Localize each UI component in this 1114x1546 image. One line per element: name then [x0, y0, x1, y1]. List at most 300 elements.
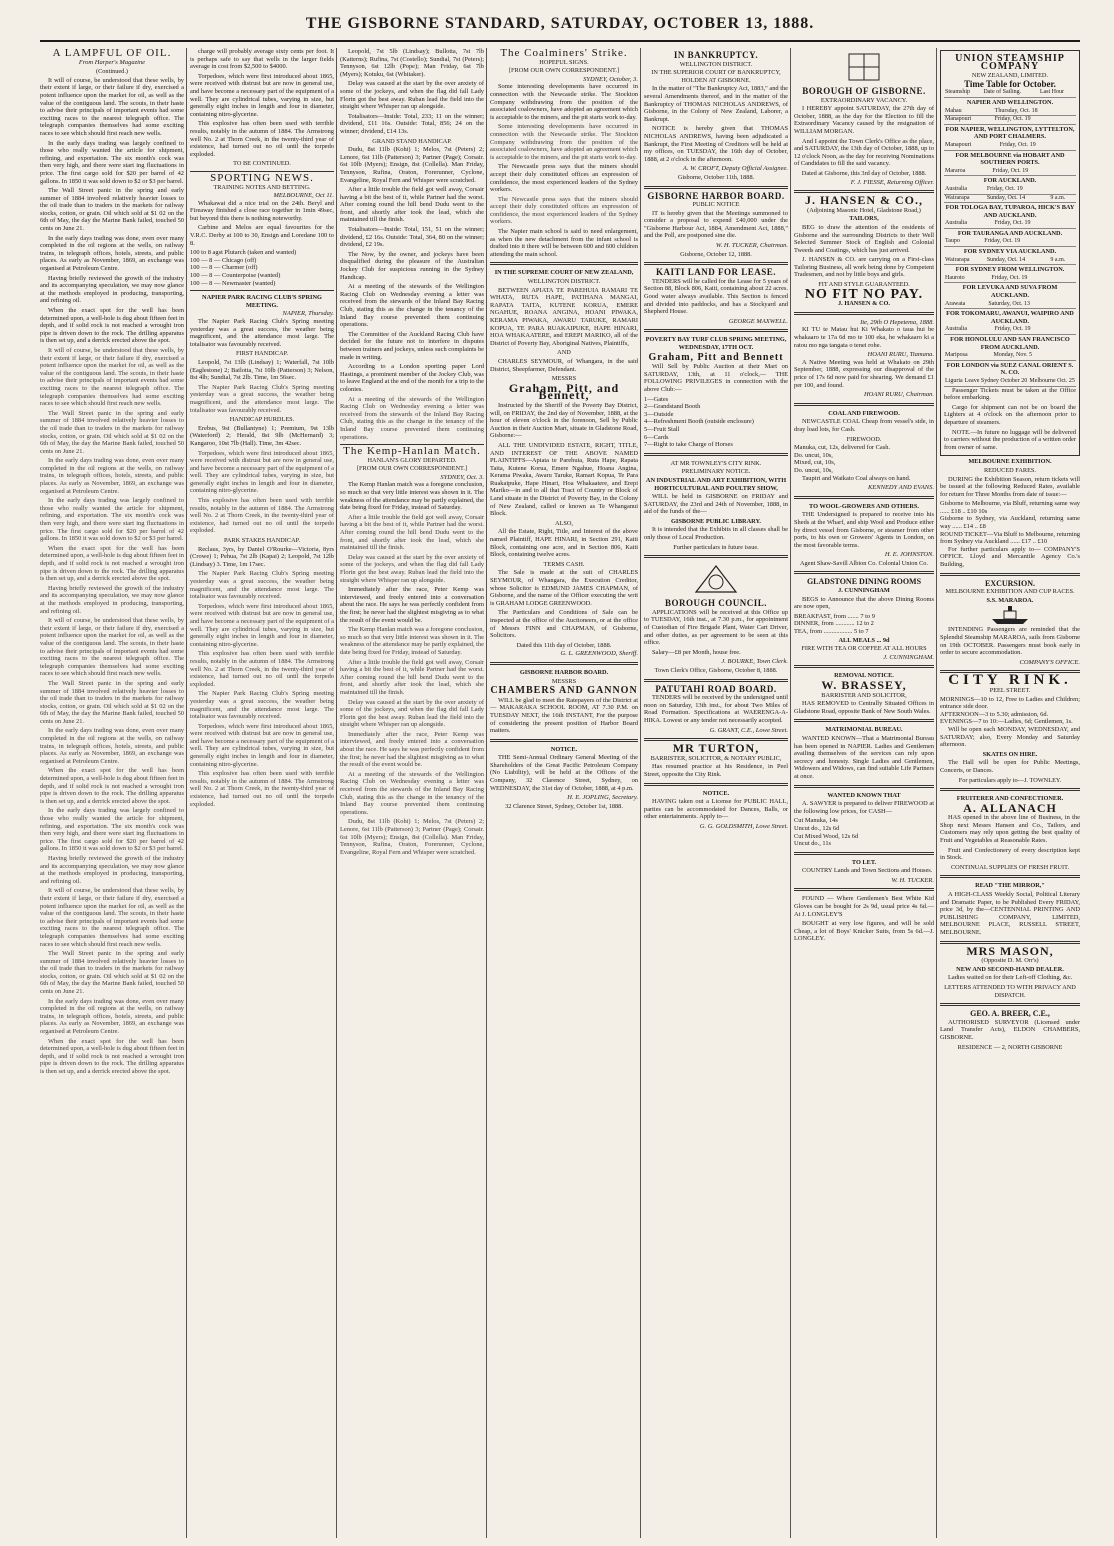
column-6: [794, 48, 934, 1538]
route-list: [944, 99, 1076, 387]
signature: W. H. TUCKER, Chairman.: [715, 242, 788, 250]
excursion-sub: MELBOURNE EXHIBITION AND CUP RACES.: [945, 588, 1075, 596]
table-cell: Australia: [944, 220, 994, 228]
sporting-heading: SPORTING NEWS.: [210, 171, 314, 184]
route-title: NAPIER AND WELLINGTON.: [966, 98, 1054, 106]
table-cell: Sunday, Oct. 14: [986, 257, 1050, 265]
style-guarantee: FIT AND STYLE GUARANTEED.: [818, 281, 910, 289]
privilege-item: 5—Fruit Stall: [644, 425, 680, 433]
signature: KENNEDY AND EVANS.: [867, 484, 934, 492]
paragraph: This explosive has often been used with terrible results, notably in the autumn of 1884. The Armstrong well No. 2 at Thorn Creek, in the twenty-third year of existence, had turned out no oil until the torpedo exploded.: [190, 650, 334, 688]
paragraph: Whakawai did a nice trial on the 24th. Beryl and Fireaway finished a close race together in 1min 49sec, but beyond this there is nothing noteworthy.: [190, 199, 334, 222]
table-cell: [1072, 352, 1076, 360]
signature: W. H. TUCKER.: [891, 876, 934, 884]
bankruptcy-heading: IN BANKRUPTCY.: [673, 50, 759, 60]
mason-name: MRS MASON,: [966, 943, 1054, 958]
paragraph: The Napier main school is said to need enlargement, as when the new detachment from the infant school is drafted into it there will be between 600 and 600 children attending the main school.: [490, 228, 638, 258]
paragraph: DURING the Exhibition Season, return tickets will be issued at the following Reduced Rates, available for return for Three Months from date of issue:—: [940, 475, 1080, 498]
table-cell: Friday, Oct. 19: [994, 326, 1072, 334]
paragraph: It is intended that the Exhibits in all classes shall be only those of Local Production.: [644, 526, 788, 542]
column-7: [940, 48, 1080, 1538]
paragraph: The Sale is made at the suit of CHARLES SEYMOUR, of Whangara, the Execution Creditor, whose Solicitor is EDMUND JAMES CHAPMAN, of Gisborne, and the name of the Officer executing the writ is GRAHAM LODGE GREENWOOD.: [490, 569, 638, 607]
paragraph: In the matter of "The Bankruptcy Act, 1883," and the several Amendments thereof, and in the matter of the Bankruptcy of THOMAS NICHOLAS ANDREWS, of Gisborne, in the Colony of New Zealand, Laborer, a Bankrupt.: [644, 85, 788, 123]
also-label: ALSO,: [554, 519, 574, 527]
paragraph: TENDERS will be received by the undersigned until noon on Saturday, 13th inst., for about Two Miles of Road Formation. Specifications at WAERENGA-A-HIKA. Lowest or any tender not necessarily accepted.: [644, 694, 788, 724]
column-rule: [186, 48, 187, 1538]
table-cell: [1072, 168, 1076, 176]
paragraph: The Committee of the Auckland Racing Club have decided for the future not to interfere in disputes between trainers and jockeys, unless such complaints be made in writing.: [340, 330, 484, 361]
table-cell: Friday, Oct. 19: [994, 220, 1072, 228]
mason-title: NEW AND SECOND-HAND DEALER.: [956, 965, 1064, 973]
firm-prefix: MESSRS: [551, 677, 577, 685]
firewood-label: FIREWOOD.: [846, 435, 882, 443]
table-cell: Friday, Oct. 19: [986, 186, 1050, 194]
table-cell: [1072, 326, 1076, 334]
article-continued: (Continued.): [95, 68, 128, 76]
timetable-title: Time Table for October.: [964, 78, 1056, 89]
borough-heading: BOROUGH OF GISBORNE.: [802, 86, 926, 96]
table-cell: [1072, 108, 1076, 116]
and-label: AND: [557, 349, 571, 357]
paragraph: A Native Meeting was held at Whakato on 29th September, 1888, expressing our disapproval of the price of 17s 6d now paid for shearing. We demand £1 per 100, and found.: [794, 358, 934, 389]
excursion-heading: EXCURSION.: [984, 578, 1035, 588]
paragraph: Having briefly reviewed the growth of the industry and its accompanying speculation, we may now glance at the methods employed in producing, transporting, and refining oil.: [40, 854, 184, 885]
column-1: [40, 48, 184, 1538]
paragraph: After a little trouble the field got well away, Corsair having a bit the best of it, while Partner had the worst. After coming round the hill bend Dudu went to the front, and shortly after took the lead, which she maintained till the finish.: [340, 513, 484, 552]
route-title: FOR TOLOGA BAY, TUPAROA, HICK'S BAY AND AUCKLAND.: [945, 204, 1075, 219]
paragraph: A. SAWYER is prepared to deliver FIREWOOD at the following low prices, for CASH—: [794, 800, 934, 815]
article-heading: A LAMPFUL OF OIL.: [52, 48, 172, 59]
strike-heading: The Coalminers' Strike.: [500, 48, 628, 59]
paragraph: Salary—£8 per Month, house free.: [652, 648, 741, 656]
sporting-subheading: TRAINING NOTES AND BETTING.: [213, 183, 311, 191]
paragraph: When the exact spot for the well has been determined upon, a well-hole is dug about fifteen feet in depth, and if solid rock is not reached a wrought iron pipe is driven down to the rock. The drilling apparatus is then set up, and a derrick erected above the spot.: [40, 544, 184, 583]
mart-label: AT MR TOWNLEY'S CITY RINK.: [670, 459, 762, 467]
paragraph: NOTICE is hereby given that THOMAS NICHOLAS ANDREWS, having been adjudicated a Bankrupt, the First Meeting of Creditors will be held at my offices, on TUESDAY, the 16th day of October, 1888, at 2 o'clock in the afternoon.: [644, 125, 788, 163]
paragraph: FOUND — Where Gentlemen's Best White Kid Gloves can be bought for 2s 9d, usual price 4s 6d.—At J. LONGLEY'S: [794, 895, 934, 918]
public-notice: PUBLIC NOTICE: [692, 201, 740, 209]
privilege-item: 6—Cards: [644, 433, 669, 441]
table-cell: [1072, 142, 1076, 150]
paragraph: CHARLES SEYMOUR, of Whangara, in the said District, Sheepfarmer, Defendant.: [490, 357, 638, 373]
paragraph: When the exact spot for the well has been determined upon, a well-hole is dug about fifteen feet in depth, and if solid rock is not reached a wrought iron pipe is driven down to the rock. The drilling apparatus is then set up, and a derrick erected above the spot.: [40, 1037, 184, 1075]
paragraph: IT is hereby given that the Meetings summoned to consider a proposal to expend £40,000 under the "Gisborne Harbour Act, 1884, Amendment Act, 1888," and the Poll, are postponed sine die.: [644, 209, 788, 240]
signature: H. E. JOPLING, Secretary.: [567, 794, 638, 802]
meal-price: ALL MEALS ... 9d: [838, 636, 890, 644]
paragraph: This explosive has often been used with terrible results, notably in the autumn of 1884. The Armstrong well No. 2 at Thorn Creek, in the twenty-third year of existence, had turned out no oil until the torpedo exploded.: [190, 770, 334, 808]
price-line: Uncut do., 11s: [794, 840, 832, 848]
notice-date: Gisborne, October 12, 1888.: [680, 250, 752, 258]
paragraph: Taupiri and Waikato Coal always on hand.: [802, 474, 911, 482]
paragraph: And I appoint the Town Clerk's Office as the place, and SATURDAY, the 13th day of October, 1888, up to 12 o'clock Noon, as the day for receiving Nominations of Candidates to fill the said vacancy.: [794, 137, 934, 168]
paragraph: The Wall Street panic in the spring and early summer of 1884 involved relatively heavier losses to the oil trade than to traders in the markets for railway stocks, cotton, or grain. Oil which sold at $1 02 on the 6th of May, the day the Marine Bank failed, touched 50 cents on June 21.: [40, 950, 184, 996]
race-heading: HANDICAP HURDLES.: [229, 416, 295, 424]
table-row: [944, 142, 1076, 150]
paragraph: Has resumed practice at his Residence, in Peel Street, opposite the City Rink.: [644, 763, 788, 778]
signature: J. CUNNINGHAM.: [883, 653, 934, 661]
paragraph: Having briefly reviewed the growth of the industry and its accompanying speculation, we may now glance at the methods employed in producing, transporting, and refining oil.: [40, 584, 184, 615]
paragraph: The Napier Park Racing Club's Spring meeting yesterday was a great success, the weather being magnificent, and the attendance most large. The totalisator was favourably received.: [190, 318, 334, 348]
column-2: [190, 48, 334, 1538]
route-table: [944, 275, 1076, 284]
column-header: Last Hour: [1039, 89, 1076, 97]
paragraph: A HIGH-CLASS Weekly Social, Political Literary and Dramatic Paper, to be Published Every FRIDAY, price 3d, by the—CENTENNIAL PRINTING AND PUBLISHING COMPANY, LIMITED, MELBOURNE PLACE, RUSSELL STREET, MELBOURNE.: [940, 891, 1080, 936]
race-heading: FIRST HANDICAP.: [235, 350, 289, 358]
paragraph: According to a London sporting paper Lord Hastings, a prominent member of the Jockey Club, was to leave England at the end of the month for a trip to the colonies.: [340, 363, 484, 393]
table-cell: Mahau: [944, 108, 994, 116]
hansen-heading: J. HANSEN & CO.,: [804, 193, 923, 208]
privilege-item: 4—Refreshment Booth (outside enclosure): [644, 418, 754, 426]
paragraph: For further particulars apply to— COMPANY'S OFFICE. Lloyd and Mercantile Agency Co.'s Building,: [940, 545, 1080, 569]
privilege-item: 3—Outside: [644, 410, 674, 418]
paragraph: WANTED KNOWN—That a Matrimonial Bureau has been opened in NAPIER. Ladies and Gentlemen availing themselves of the services can rely upon secrecy and honesty. Single Ladies and Gentlemen, Widowers and Widows, can find suitable Life Partners at once.: [794, 734, 934, 780]
paragraph: All the Estate, Right, Title, and Interest of the above named Plaintiff, HAPE HINARI, in Section 291, Kaiti Block, containing one acre, and in Section 806, Kaiti Block, containing twelve acres.: [490, 528, 638, 559]
paragraph: Ladies waited on for their Left-off Clothing, &c.: [948, 974, 1073, 982]
table-cell: Mararoa: [944, 168, 991, 176]
route-table: [944, 301, 1076, 310]
paragraph: After a little trouble the field got well away, Corsair having a bit the best of it, while Partner had the worst. After coming round the hill bend Dudu went to the front, and shortly after took the lead, which she maintained till the finish.: [340, 658, 484, 696]
hansen-address: (Adjoining Masonic Hotel, Gladstone Road,): [807, 206, 921, 214]
race-heading: GRAND STAND HANDICAP.: [372, 137, 452, 145]
paragraph: Reclaus, 3yrs, by Daniel O'Rourke—Victoria, 8yrs (Crowe) 1; Pehua, 7st 2lb (Kapai) 2; Leopold, 7st 12lb (Lindsay) 3. Time, 1m 17sec.: [190, 545, 334, 568]
rink-hours: MORNINGS—10 to 12, Free to Ladies and Children; entrance side door.: [940, 695, 1080, 711]
rink-hours: EVENINGS—7 to 10:—Ladies, 6d; Gentlemen, 1s.: [940, 718, 1073, 726]
meal-line: TEA, from .................. 5 to 7: [794, 628, 869, 636]
paragraph: ALL THE UNDIVIDED ESTATE, RIGHT, TITLE, AND INTEREST OF THE ABOVE NAMED PLAINTIFFS—Apiata te Parehuia, Ruta Hape, Rapata Taita, Kutene Korua, Emere Ngahue, Hoana Angina, Kerama Piwaka, Awaru Taruke, Ramari Kopua, Te Para Ruakaipuke, Hape Hinari, Hoa Whakaatere, and Erepi Mariko—in and to all that Tract of Country or Block of Land situate in the District of Poverty Bay, in the Colony of New Zealand, called or known as Te Whanganui Block.: [490, 441, 638, 518]
paragraph: Some interesting developments have occurred in connection with the Newcastle strike. The Stockton Company withdrawing from the position of the associated coalowners, have adopted an agreement which is acceptable to the miners, and the pit starts work to-day.: [490, 83, 638, 121]
council-heading: BOROUGH COUNCIL.: [664, 598, 767, 609]
brassey-name: W. BRASSEY,: [821, 678, 907, 692]
tolet-heading: TO LET.: [851, 858, 877, 866]
betting-line: 100 — 8 — Newmaster (wanted): [190, 279, 276, 287]
paragraph: After a little trouble the field got well away, Corsair having a bit the best of it, while Partner had the worst. After coming round the hill bend Dudu went to the front, and shortly after took the lead, which she maintained till the finish.: [340, 186, 484, 224]
table-row: [944, 257, 1076, 265]
route-title: FOR LEVUKA AND SUVA FROM AUCKLAND.: [962, 284, 1058, 300]
table-cell: 9 a.m.: [1049, 257, 1076, 265]
paragraph: NOTE.—In future no luggage will be delivered to carriers without the production of a written order from owner of same.: [944, 428, 1076, 451]
table-cell: [1072, 116, 1076, 125]
notice-date: Dated at Gisborne, this 3rd day of October, 1888.: [801, 169, 927, 177]
agent: Agent Shaw-Savill Albion Co. Colonial Union Co.: [799, 559, 929, 567]
mirror-heading: READ "THE MIRROR,": [975, 882, 1045, 890]
article-source: From Harper's Magazine: [78, 58, 146, 66]
turton-name: MR TURTON,: [672, 741, 760, 756]
table-row: [944, 89, 1076, 97]
paragraph: Totalisators—Inside: Total, 151, 51 on the winner; dividend, £2 16s. Outside: Total, 364, 80 on the winner; dividend, £2 19s.: [340, 226, 484, 249]
column-rule: [336, 48, 337, 1538]
paragraph: The Napier Park Racing Club's Spring meeting yesterday was a great success, the weather being magnificent, and the attendance most large. The totalisator was favourably received.: [190, 383, 334, 414]
betting-line: 100 — 8 — Counterpoise (wanted): [190, 272, 281, 280]
paragraph: When the exact spot for the well has been determined upon, a well-hole is dug about fifteen feet in depth, and if solid rock is not reached a wrought iron pipe is driven down to the rock. The drilling apparatus is then set up, and a derrick erected above the spot.: [40, 767, 184, 805]
meal-line: DINNER, from ............ 12 to 2: [794, 620, 874, 628]
exhibition-heading: MELBOURNE EXHIBITION.: [968, 458, 1052, 466]
steamship-icon: [990, 605, 1030, 625]
price-line: Mixed, cut, 10s,: [794, 459, 836, 467]
betting-line: 100 — 8 — Charmer (off): [190, 264, 258, 272]
table-cell: Manapouri: [944, 116, 994, 125]
rink-heading: CITY RINK.: [948, 672, 1072, 689]
column-3: [340, 48, 484, 1538]
table-cell: Hauroto: [944, 275, 990, 283]
paragraph: At a meeting of the stewards of the Wellington Racing Club on Wednesday evening a letter was received from the stewards of the Inland Bay Racing Club, stating this as the change in the tenancy of the Inland Bay course prevented them continuing operations.: [340, 395, 484, 441]
dateline: NAPIER, Thursday.: [282, 310, 334, 318]
paragraph: INTENDING Passengers are reminded that the Splendid Steamship MARAROA, sails from Gisborne on 19th OCTOBER. Passengers must book early in order to secure accommodation.: [940, 626, 1080, 657]
table-cell: [1071, 238, 1076, 246]
matrimonial-heading: MATRIMONIAL BUREAU.: [825, 726, 903, 734]
paragraph: The Napier Park Racing Club's Spring meeting yesterday was a great success, the weather being magnificent, and the attendance most large. The totalisator was favourably received.: [190, 690, 334, 721]
paragraph: KI TU te Matau hui Ki Whakato o taua hui be whakaaro te 17a 6d mo te 100 eka, he whakaaro ki a ratou mo nga tangata o tenei rohe.: [794, 326, 934, 349]
office: Town Clerk's Office, Gisborne, October 8, 1888.: [654, 667, 778, 674]
kemp-subheading: HANLAN'S GLORY DEPARTED.: [367, 456, 457, 464]
price-line: Cut Mixed Wood, 12s 6d: [794, 832, 859, 840]
table-cell: Mariposa: [944, 352, 992, 360]
paragraph: Cargo for shipment can not be on board the Lighters at 4 o'clock on the afternoon prior to departure of steamers.: [944, 403, 1076, 426]
paragraph: In the early days trading was largely confined to those who really wanted the article for shipment, refining, and exportation. The six month's cock was then very high, and there were start ing fluctuations in price. The first cargo sold for $20 per barrel of 42 gallons. In 1850 it was sold down to $2 or $3 per barrel.: [40, 497, 184, 543]
paragraph: Torpedoes, which were first introduced about 1865, were received with distrust but are now in general use, and have become a necessary part of the equipment of a well. They are cylindrical tubes, varying in size, but generally eight inches in length and four in diameter, containing nitro-glycerine.: [190, 449, 334, 495]
paragraph: The Kemp Hanlan match was a foregone conclusion, so much so that very little interest was shown in it. The weakness of the attendance may be partly explained, the date being fixed for Friday, instead of Saturday.: [340, 481, 484, 512]
table-cell: Friday, Oct. 19: [990, 275, 1071, 283]
signature: J. BOURKE, Town Clerk.: [721, 658, 788, 666]
terms-label: TERMS CASH.: [543, 560, 585, 568]
signature: GEORGE MAXWELL.: [728, 317, 788, 325]
paragraph: The Kemp Hanlan match was a foregone conclusion, so much so that very little interest was shown in it. The weakness of the attendance may be partly explained, the date being fixed for Friday, instead of Saturday.: [340, 626, 484, 656]
hansen-name: J. HANSEN & CO.: [838, 300, 890, 308]
paragraph: Will be open each MONDAY, WEDNESDAY, and SATURDAY; also, Every Monday and Saturday afternoon.: [940, 725, 1080, 749]
union-heading: UNION STEAMSHIP COMPANY: [955, 53, 1065, 72]
signature: G. G. GOLDSMITH, Lowe Street.: [699, 822, 788, 830]
paragraph: Dudu, 8st 11lb (Kohi) 1; Melos, 7st (Peters) 2; Lenore, 6st 11lb (Patterson) 3; Partner (Page); Corsair. 6st 10lb (Myers); Ensign, 8st (Collella). Man Friday, Tennyson, Rufina, Oraton, Forerunner, Cyclone, Evangeline, Royal Fern and Whisper were scratched.: [340, 146, 484, 184]
skates-label: SKATES ON HIRE.: [982, 750, 1038, 758]
paragraph: charge will probably average sixty cents per foot. It is perhaps safe to say that wells in the larger fields average in cost from $2,500 to $4000.: [190, 48, 334, 71]
fare-line: Gisborne to Sydney, via Auckland, returning same way ...... £14 .. £8: [940, 515, 1080, 531]
firm-name: Graham, Pitt and Bennett: [648, 351, 784, 363]
wool-heading: TO WOOL-GROWERS AND OTHERS.: [809, 502, 919, 510]
no-fit-no-pay: NO FIT NO PAY.: [804, 286, 924, 302]
paragraph: It will of course, be understood that these wells, by their extent if large, or their failure if dry, exercised a potent influence upon the market for oil, as well as the value of the contiguous land. The scouts, in their haste to advise their principals of important events had some exciting races to the nearest telegraph office. The telegraph companies themselves had some exciting races to see which should first reach new wells.: [40, 617, 184, 678]
route-title: FOR HONOLULU AND SAN FRANCISCO FROM AUCKLAND.: [950, 336, 1070, 351]
route-table: [944, 108, 1076, 125]
paragraph: It will of course, be understood that these wells, by their extent if large, or their failure if dry, exercised a potent influence upon the market for oil, as well as the value of the contiguous land. The scouts, in their haste to advise their principals of important events had some exciting races to the nearest telegraph office. The telegraph companies themselves had some exciting races to see which should first reach new wells.: [40, 76, 184, 137]
paragraph: This explosive has often been used with terrible results, notably in the autumn of 1884. The Armstrong well No. 2 at Thorn Creek, in the twenty-third year of existence, had turned out no oil until the torpedo exploded.: [190, 120, 334, 158]
paragraph: Will Sell by Public Auction at their Mart on SATURDAY, 13th, at 11 o'clock,— THE FOLLOWING PRIVILEGES in connection with the above Club:—: [644, 363, 788, 393]
paragraph: I HEREBY appoint SATURDAY, the 27th day of October, 1888, as the day for the Election to fill the Extraordinary Vacancy caused by the resignation of WILLIAM MORGAN.: [794, 105, 934, 135]
paragraph: AUTHORISED SURVEYOR (Licensed under Land Transfer Acts), ELDON CHAMBERS, GISBORNE.: [940, 1018, 1080, 1041]
rink-hours: AFTERNOON—3 to 5.30; admission, 6d.: [940, 710, 1049, 718]
signature: COMPANY'S OFFICE.: [1019, 658, 1080, 666]
reduced-fares: REDUCED FARES.: [983, 466, 1036, 474]
table-row: [944, 275, 1076, 283]
paragraph: HAS opened in the above line of Business, in the Shop next Messrs Hansen and Co., Tailors, and Customers may rely upon getting the best quality of Fruit and Vegetables at Reasonable Rates.: [940, 814, 1080, 845]
paragraph: The Now, by the owner, and jockeys have been disqualified during the pleasure of the Australian Jockey Club for suspicious running in the Sydney Handicap.: [340, 250, 484, 281]
allanach-name: A. ALLANACH: [963, 800, 1057, 815]
table-row: [944, 301, 1076, 309]
paragraph: Torpedoes, which were first introduced about 1865, were received with distrust but are now in general use, and have become a necessary part of the equipment of a well. They are cylindrical tubes, varying in size, but generally eight inches in length and four in diameter, containing nitro-glycerine.: [190, 722, 334, 768]
kemp-heading: The Kemp-Hanlan Match.: [343, 445, 481, 458]
table-row: [944, 326, 1076, 334]
paragraph: In the early days trading was done, even over many completed in the oil regions at the wells, on railway trains, in telegraph offices, hotels, streets, and public places. As early as November, 1869, an exchange was organised at Petroleum Centre.: [40, 234, 184, 273]
column-rule: [486, 48, 487, 1538]
paragraph: Leopold, 7st 13lb (Lindsay) 1; Waterfall, 7st 10lb (Eaglestone) 2; Bailotta, 7st 10lb (Patterson) 3; Nelson, 8st 4lb; Sundial, 7st 2lb. Time, 1m 56sec.: [190, 358, 334, 382]
notice-date: Dated this 11th day of October, 1888.: [516, 641, 612, 649]
paragraph: Dudu, 8st 11lb (Kohi) 1; Melos, 7st (Peters) 2; Lenore, 6st 11lb (Patterson) 3; Partner (Page); Corsair. 6st 10lb (Myers); Ensign, 8st (Collella). Man Friday, Tennyson, Rufina, Oraton, Forerunner, Cyclone, Evangeline, Royal Fern and Whisper were scratched.: [340, 818, 484, 856]
privilege-item: 7—Right to take Charge of Horses: [644, 441, 733, 449]
fare-line: ROUND TICKET—Via Bluff to Melbourne, returning from Sydney via Auckland ...... £17 .. £10: [940, 530, 1080, 546]
firm-prefix: MESSRS: [551, 375, 577, 383]
paragraph: In the early days trading was largely confined to those who really wanted the article for shipment, refining, and exportation. The six month's cock was then very high, and there were start ing fluctuations in price. The first cargo sold for $20 per barrel of 42 gallons. In 1850 it was sold down to $2 or $3 per barrel.: [40, 139, 184, 185]
masthead: [40, 12, 1080, 42]
vacancy-heading: EXTRAORDINARY VACANCY.: [820, 96, 908, 104]
paragraph: Erebus, 9st (Bullantyne) 1; Premium, 9st 13lb (Waterford) 2; Herald, 8st 9lb (McHernard) 3; Kangaroo, 10st 7lb (Hall). Time, 3m 42sec.: [190, 424, 334, 447]
address: 32 Clarence Street, Sydney, October 1st, 1888.: [505, 802, 623, 810]
paragraph: APPLICATIONS will be received at this Office up to TUESDAY, 16th inst., at 7.30 p.m., for appointment of Custodian of Fire Brigade Plant, Water Cart Driver, and other duties, as per agreement to be seen at this office.: [644, 608, 788, 647]
paragraph: Immediately after the race, Peter Kemp was interviewed, and freely entered into a conversation about the race. He says he was perfectly confident from the first; he never had the slightest misgiving as to what the result of the event would be.: [340, 586, 484, 624]
paragraph: Instructed by the Sheriff of the Poverty Bay District, will, on FRIDAY, the 2nd day of November, 1888, at the hour of eleven o'clock in the forenoon, Sell by Public Auction in their Auction Mart, situate in Gladstone Road, Gisborne:—: [490, 401, 638, 440]
turton-title: BARRISTER, SOLICITOR, & NOTARY PUBLIC,: [650, 754, 782, 762]
paragraph: The Wall Street panic in the spring and early summer of 1884 involved relatively heavier losses to the oil trade than to traders in the markets for railway stocks, cotton, or grain. Oil which sold at $1 02 on the 6th of May, the day the Marine Bank failed, touched 50 cents on June 21.: [40, 409, 184, 455]
paragraph: At a meeting of the stewards of the Wellington Racing Club on Wednesday evening a letter was received from the stewards of the Inland Bay Racing Club, stating this as the change in the tenancy of the Inland Bay course prevented them continuing operations.: [340, 770, 484, 816]
route-table: [944, 352, 1076, 361]
route-title: FOR AUCKLAND.: [983, 177, 1037, 185]
signature: HOANI RURU, Tiamana.: [867, 351, 934, 359]
route-table: [944, 142, 1076, 151]
paragraph: BOUGHT at very low figures, and will be sold Cheap, a lot of Boys' Knicker Suits, from 5s 6d.—J. LONGLEY.: [794, 920, 934, 943]
table-cell: Taupo: [944, 238, 983, 246]
court-district: WELLINGTON DISTRICT.: [527, 278, 601, 286]
paragraph: Having briefly reviewed the growth of the industry and its accompanying speculation, we may now glance at the methods employed in producing, transporting, and refining oil.: [40, 274, 184, 305]
paragraph: TENDERS will be called for the Lease for 5 years of Section 88, Block 806, Kaiti, containing about 22 acres. Good water always available. This Section is fenced and divided into paddocks, and has a Stockyard and Shepherd House.: [644, 277, 788, 316]
paragraph: This explosive has often been used with terrible results, notably in the autumn of 1884. The Armstrong well No. 2 at Thorn Creek, in the twenty-third year of existence, had turned out no oil until the torpedo exploded.: [190, 497, 334, 535]
route-title: FOR LONDON via SUEZ CANAL ORIENT S. N. CO.: [946, 361, 1074, 377]
table-cell: Friday, Oct. 19: [983, 238, 1071, 246]
table-cell: Australia: [944, 326, 994, 334]
paragraph: The Wall Street panic in the spring and early summer of 1884 involved relatively heavier losses to the oil trade than to traders in the markets for railway stocks, cotton, or grain. Oil which sold at $1 02 on the 6th of May, the day the Marine Bank failed, touched 50 cents on June 21.: [40, 679, 184, 725]
paragraph: Passenger Tickets must be taken at the Office before embarking.: [944, 386, 1076, 402]
signature: G. L. GREENWOOD, Sheriff.: [560, 650, 638, 658]
route-title: FOR TOKOMARU, AWANUI, WAIPIRO AND AUCKLAND.: [946, 310, 1074, 325]
borough-crest-icon: [686, 562, 746, 596]
paragraph: The Hall will be open for Public Meetings, Concerts, or Dances.: [940, 759, 1080, 774]
table-cell: [1049, 186, 1076, 194]
column-rule: [790, 48, 791, 1538]
paragraph: COUNTRY Lands and Town Sections and Houses.: [802, 867, 933, 875]
fresh-fruit: CONTINUAL SUPPLIES OF FRESH FRUIT.: [950, 863, 1070, 871]
table-cell: Saturday, Oct. 13: [987, 301, 1072, 309]
further: Further particulars in future issue.: [673, 543, 759, 551]
paragraph: HAVING taken out a License for PUBLIC HALL, parties can be accommodated for Dances, Balls, or other entertainments. Apply to—: [644, 798, 788, 821]
union-steamship-ad: [940, 50, 1080, 456]
column-4: [490, 48, 638, 1538]
table-row: [944, 108, 1076, 116]
table-cell: [1072, 301, 1076, 309]
removal-heading: REMOVAL NOTICE.: [834, 672, 894, 680]
bankruptcy-court: IN THE SUPERIOR COURT OF BANKRUPTCY, HOLDEN AT GISBORNE.: [651, 69, 781, 84]
table-cell: Sunday, Oct. 14: [986, 194, 1050, 203]
paragraph: Carbine and Melos are equal favourites for the V.R.C. Derby at 100 to 30, Ensign and Loredane 100 to 8.: [190, 224, 334, 247]
paragraph: Some interesting developments have occurred in connection with the Newcastle strike. The Stockton Company withdrawing from the position of the associated coalowners, have adopted an agreement which is acceptable to the miners, and the pit starts work to-day.: [490, 123, 638, 161]
route-title: FOR NAPIER, WELLINGTON, LYTTELTON, AND PORT CHALMERS.: [945, 125, 1075, 141]
table-cell: [1072, 275, 1076, 283]
paragraph: Delay was caused at the start by the over anxiety of some of the jockeys, and when the flag did fall Lady Florin got the best away. Ruban lead the field into the straight where Whisper ran up alongside.: [340, 80, 484, 111]
betting-line: 100 to 8 agst Plutarch (taken and wanted): [190, 249, 297, 257]
signature: A. W. CROFT, Deputy Official Assignee.: [682, 165, 788, 173]
strike-subheading: HOPEFUL SIGNS.: [539, 58, 589, 66]
paragraph: At a meeting of the stewards of the Wellington Racing Club on Wednesday evening a letter was received from the stewards of the Inland Bay Racing Club, stating this as the change in the tenancy of the Inland Bay course prevented them continuing operations.: [340, 283, 484, 329]
paragraph: BEGS to Announce that the above Dining Rooms are now open,: [794, 595, 934, 611]
table-cell: Arawata: [944, 301, 987, 309]
firm-name: Graham, Pitt, and Bennett,: [508, 380, 620, 403]
paragraph: WILL be held in GISBORNE on FRIDAY and SATURDAY, the 23rd and 24th of November, 1888, in aid of the funds of the—: [644, 493, 788, 516]
table-cell: Wairarapa: [944, 194, 986, 203]
paragraph: In the early days trading was done, even over many completed in the oil regions at the wells, on railway trains, in telegraph offices, hotels, streets, and public places. As early as November, 1869, an exchange was organised at Petroleum Centre.: [40, 457, 184, 495]
paragraph: The Napier Park Racing Club's Spring meeting yesterday was a great success, the weather being magnificent, and the attendance most large. The totalisator was favourably received.: [190, 570, 334, 601]
cunningham-name: J. CUNNINGHAM: [838, 587, 890, 595]
notice-heading: NOTICE.: [550, 745, 578, 753]
paragraph: In the early days trading was done, even over many completed in the oil regions at the wells, on railway trains, in telegraph offices, hotels, streets, and public places. As early as November, 1869, an exchange was organised at Petroleum Centre.: [40, 727, 184, 765]
firm-name: CHAMBERS AND GANNON: [490, 685, 638, 697]
signature: HOANI RURU, Chairman.: [863, 391, 934, 399]
dateline: Ite, 29th O Hepetema, 1888.: [860, 318, 934, 326]
paragraph: Immediately after the race, Peter Kemp was interviewed, and freely entered into a conversation about the race. He says he was perfectly confident from the first; he never had the slightest misgiving as to what the result of the event would be.: [340, 730, 484, 769]
table-row: [944, 378, 1076, 386]
route-title: FOR SYDNEY FROM WELLINGTON.: [955, 266, 1065, 274]
paragraph: Torpedoes, which were first introduced about 1865, were received with distrust but are now in general use, and have become a necessary part of the equipment of a well. They are cylindrical tubes, varying in size, but generally eight inches in length and four in diameter, containing nitro-glycerine.: [190, 72, 334, 118]
table-cell: Wairarapa: [944, 257, 986, 265]
fruiterer-heading: FRUITERER AND CONFECTIONER.: [956, 795, 1064, 803]
prelim-notice: PRELIMINARY NOTICE.: [681, 468, 751, 476]
privilege-item: 1—Gates: [644, 395, 669, 403]
wanted-heading: WANTED KNOWN THAT: [827, 791, 901, 799]
column-rule: [640, 48, 641, 1538]
notice-heading: NOTICE.: [702, 789, 730, 797]
paragraph: HAS REMOVED to Centrally Situated Offices in Gladstone Road, opposite Bank of New South Wales.: [794, 700, 934, 715]
coal-heading: COAL AND FIREWOOD.: [828, 409, 900, 417]
paragraph: When the exact spot for the well has been determined upon, a well-hole is dug about fifteen feet in depth, and if solid rock is not reached a wrought iron pipe is driven down to the rock. The drilling apparatus is then set up, and a derrick erected above the spot.: [40, 307, 184, 345]
table-row: [944, 116, 1076, 125]
road-heading: PATUTAHI ROAD BOARD.: [655, 683, 777, 694]
table-cell: Liguria: [944, 378, 964, 386]
napier-heading: NAPIER PARK RACING CLUB'S SPRING MEETING.: [202, 294, 322, 309]
price-line: Cut Manuka, 14s: [794, 817, 838, 825]
paragraph: The Newcastle press says that the miners should accept their duly constituted offices an expression of confidence, the most experienced leaders of the Sydney workers.: [490, 195, 638, 226]
paragraph: The Wall Street panic in the spring and early summer of 1884 involved relatively heavier losses to the oil trade than to traders in the markets for railway stocks, cotton, or grain. Oil which sold at $1 02 on the 6th of May, the day the Marine Bank failed, touched 50 cents on June 21.: [40, 187, 184, 233]
union-heading-2: NEW ZEALAND, LIMITED.: [971, 72, 1049, 80]
table-cell: Friday, Oct. 19: [994, 116, 1073, 125]
price-line: Uncut do., 12s 6d: [794, 824, 840, 832]
privilege-item: 2—Grandstand Booth: [644, 403, 701, 411]
paragraph: Leopold, 7st 5lb (Lindsay); Bullotta, 7st 7lb (Katterns); Rufina, 7st (Costello); Sundial, 7st (Peters); Tennyson, 6st 12lb (Pope); Man Friday, 6st 7lb (Myers); Kotuku, 6st (Whitaker).: [340, 48, 484, 78]
paragraph: Delay was caused at the start by the over anxiety of some of the jockeys, and when the flag did fall Lady Florin got the best away. Ruban lead the field into the straight where Whisper ran up alongside.: [340, 698, 484, 729]
route-table: [944, 238, 1076, 247]
paragraph: BEG to draw the attention of the residents of Gisborne and the surrounding Districts to their Well Selected Summer Stock of English and Colonial Tweeds and Coatings, which has just arrived.: [794, 223, 934, 254]
route-table: [944, 378, 1076, 387]
page-title: THE GISBORNE STANDARD, SATURDAY, OCTOBER 13, 1888.: [305, 15, 815, 32]
table-cell: Melbourne Oct. 25: [1028, 378, 1076, 386]
route-table: [944, 168, 1076, 177]
table-cell: Leave Sydney October 20: [964, 378, 1029, 386]
tailors-label: TAILORS,: [849, 215, 879, 223]
rink-contact: For particulars apply to—J. TOWNLEY.: [958, 776, 1062, 784]
bankruptcy-district: WELLINGTON DISTRICT.: [679, 60, 753, 68]
paragraph: BETWEEN APIATA TE PAREHUIA RAMARI TE WHATA, RUTA HAPE, PATIHANA MANGAI, RAPATA TAITA, KUTENE KORUA, EMERE NGAHUE, ROANA ANGINA, HOANI PIWAKA, KERAMA PIWAKA, AWARU TARUKE, RAMARI KOPUA, TE PARA RUAKAIPUKE, HAPE HINARI, HOA WHAKAATERE, and EREPI MARIKO, all of the District of Poverty Bay, Aboriginal Natives, Plaintiffs,: [490, 286, 638, 347]
breer-residence: RESIDENCE — 2, NORTH GISBORNE: [957, 1043, 1063, 1051]
meal-line: BREAKFAST, from ....... 7 to 9: [794, 612, 875, 620]
paragraph: It will of course, be understood that these wells, by their extent if large, or their failure if dry, exercised a potent influence upon the market for oil, as well as the value of the contiguous land. The scouts, in their haste to advise their principals of important events had some exciting races to the nearest telegraph office. The telegraph companies themselves had some exciting races to see which should first reach new wells.: [40, 887, 184, 948]
table-cell: Monday, Nov. 5: [992, 352, 1072, 360]
dining-heading: GLADSTONE DINING ROOMS: [806, 577, 922, 587]
borough-crest-icon: [829, 50, 899, 84]
meal-note: FIRE WITH TEA OR COFFEE AT ALL HOURS: [801, 645, 927, 653]
paragraph: WILL be glad to meet the Ratepayers of the District at— MAKARAKA SCHOOL ROOM, AT 7.30 P.M. on TUESDAY NEXT, the 16th INSTANT, For the purpose of considering the present position of Harbor Board matters.: [490, 696, 638, 735]
